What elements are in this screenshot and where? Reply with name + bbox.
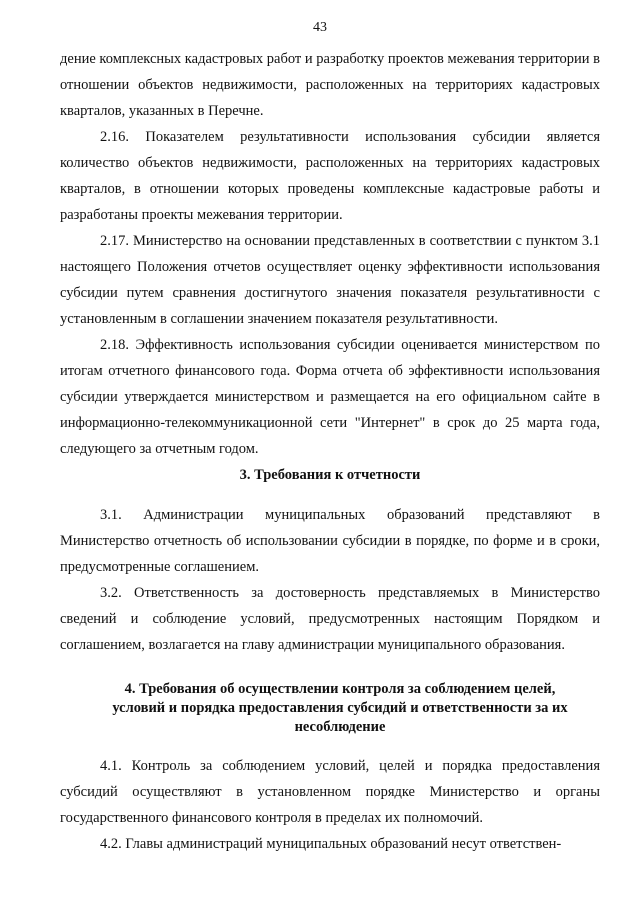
document-body [60,46,600,857]
paragraph-continuation: дение комплексных кадастровых работ и разработку проектов межевания территории в отношении объектов недвижимости, расположенных на территориях кадастровых кварталов, указанных в Перечне. [60,51,600,119]
paragraph-4-1: 4.1. Контроль за соблюдением условий, целей и порядка предоставления субсидий осуществляют в установленном порядке Министерство и органы государственного финансового контроля в пределах их полномочий. [60,758,600,826]
paragraph-2-17: 2.17. Министерство на основании представленных в соответствии с пунктом 3.1 настоящего Положения отчетов осуществляет оценку эффективности использования субсидии путем сравнения достигнутого значения показателя результативности с установленным в соглашении значением показателя результативности. [60,233,600,327]
paragraph-4-2: 4.2. Главы администраций муниципальных образований несут ответствен- [100,836,562,852]
paragraph-3-1: 3.1. Администрации муниципальных образований представляют в Министерство отчетность об использовании субсидии в порядке, по форме и в сроки, предусмотренные соглашением. [60,507,600,575]
section-4-heading: 4. Требования об осуществлении контроля за соблюдением целей, условий и порядка предоставления субсидий и ответственности за их несоблюдение [112,681,568,735]
section-3-heading: 3. Требования к отчетности [239,467,421,483]
paragraph-3-2: 3.2. Ответственность за достоверность представляемых в Министерство сведений и соблюдение условий, предусмотренных настоящим Порядком и соглашением, возлагается на главу администрации муниципального образования. [60,585,600,653]
paragraph-2-16: 2.16. Показателем результативности использования субсидии является количество объектов недвижимости, расположенных на территориях кадастровых кварталов, в отношении которых проведены комплексные кадастровые работы и разработаны проекты межевания территории. [60,129,600,223]
page-number: 43 [313,20,327,35]
paragraph-2-18: 2.18. Эффективность использования субсидии оценивается министерством по итогам отчетного финансового года. Форма отчета об эффективности использования субсидии утверждается министерством и размещается на его официальном сайте в информационно-телекоммуникационной сети "Интернет" в срок до 25 марта года, следующего за отчетным годом. [60,337,600,457]
